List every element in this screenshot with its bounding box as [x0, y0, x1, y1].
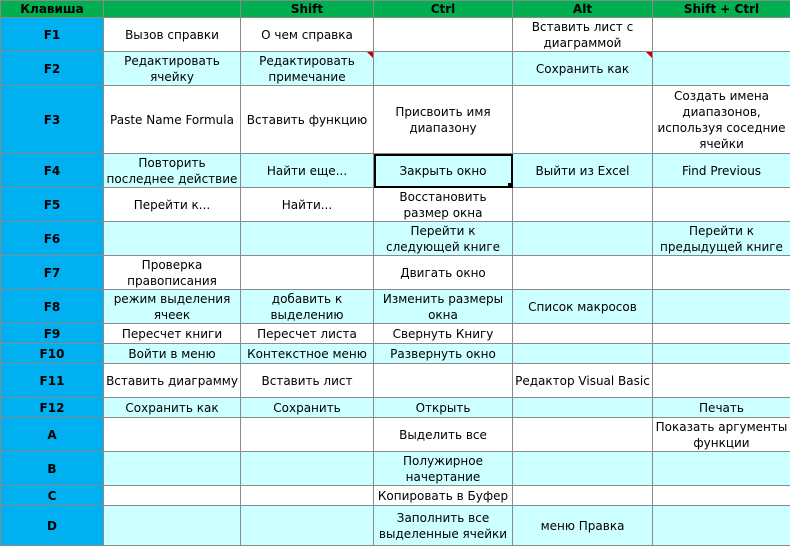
key-cell[interactable]: A	[1, 418, 104, 452]
table-row	[1, 344, 790, 364]
table-row	[1, 364, 790, 398]
cell-ctrl[interactable]: Развернуть окно	[374, 344, 513, 364]
cell-ctrl[interactable]: Выделить все	[374, 418, 513, 452]
cell-plain[interactable]: Перейти к...	[104, 188, 241, 222]
key-cell[interactable]: C	[1, 486, 104, 506]
key-cell[interactable]: F4	[1, 154, 104, 188]
cell-shift[interactable]	[241, 418, 374, 452]
table-row	[1, 290, 790, 324]
cell-plain[interactable]	[104, 418, 241, 452]
cell-plain[interactable]: Повторить последнее действие	[104, 154, 241, 188]
cell-ctrl[interactable]: Свернуть Книгу	[374, 324, 513, 344]
cell-ctrl[interactable]: Заполнить все выделенные ячейки	[374, 506, 513, 546]
cell-ctrl[interactable]: Полужирное начертание	[374, 452, 513, 486]
cell-alt[interactable]: Список макросов	[513, 290, 653, 324]
key-cell[interactable]: F1	[1, 18, 104, 52]
cell-shift-ctrl[interactable]: Find Previous	[653, 154, 790, 188]
table-row	[1, 324, 790, 344]
key-cell[interactable]: F2	[1, 52, 104, 86]
table-row	[1, 18, 790, 52]
cell-shift[interactable]: Контекстное меню	[241, 344, 374, 364]
cell-plain[interactable]: Paste Name Formula	[104, 86, 241, 154]
cell-ctrl[interactable]: Восстановить размер окна	[374, 188, 513, 222]
table-row	[1, 398, 790, 418]
cell-shift-ctrl[interactable]: Показать аргументы функции	[653, 418, 790, 452]
key-cell[interactable]: F9	[1, 324, 104, 344]
header-shift-ctrl[interactable]: Shift + Ctrl	[653, 1, 790, 18]
cell-alt[interactable]	[513, 398, 653, 418]
key-cell[interactable]: D	[1, 506, 104, 546]
cell-shift[interactable]: Сохранить	[241, 398, 374, 418]
cell-plain[interactable]	[104, 222, 241, 256]
cell-alt[interactable]	[513, 256, 653, 290]
cell-shift-ctrl[interactable]	[653, 18, 790, 52]
cell-plain[interactable]: Пересчет книги	[104, 324, 241, 344]
cell-shift-ctrl[interactable]: Перейти к предыдущей книге	[653, 222, 790, 256]
cell-ctrl[interactable]: Открыть	[374, 398, 513, 418]
cell-shift[interactable]: Найти еще...	[241, 154, 374, 188]
cell-alt[interactable]: Вставить лист с диаграммой	[513, 18, 653, 52]
cell-plain[interactable]: Проверка правописания	[104, 256, 241, 290]
table-row	[1, 222, 790, 256]
cell-alt[interactable]	[513, 344, 653, 364]
header-key[interactable]: Клавиша	[1, 1, 104, 18]
cell-shift[interactable]	[241, 452, 374, 486]
cell-shift[interactable]: добавить к выделению	[241, 290, 374, 324]
table-row	[1, 188, 790, 222]
header-ctrl[interactable]: Ctrl	[374, 1, 513, 18]
table-row	[1, 418, 790, 452]
cell-ctrl[interactable]: Присвоить имя диапазону	[374, 86, 513, 154]
table-row	[1, 452, 790, 486]
cell-ctrl[interactable]: Перейти к следующей книге	[374, 222, 513, 256]
cell-shift[interactable]: Найти...	[241, 188, 374, 222]
cell-shift[interactable]	[241, 222, 374, 256]
cell-alt[interactable]: Сохранить как	[513, 52, 653, 86]
key-cell[interactable]: B	[1, 452, 104, 486]
key-cell[interactable]: F11	[1, 364, 104, 398]
cell-ctrl[interactable]	[374, 52, 513, 86]
cell-shift-ctrl[interactable]: Создать имена диапазонов, используя соседние ячейки	[653, 86, 790, 154]
key-cell[interactable]: F3	[1, 86, 104, 154]
cell-shift-ctrl[interactable]	[653, 344, 790, 364]
cell-shift[interactable]: Редактировать примечание	[241, 52, 374, 86]
cell-ctrl[interactable]: Изменить размеры окна	[374, 290, 513, 324]
cell-shift[interactable]: О чем справка	[241, 18, 374, 52]
cell-shift-ctrl[interactable]	[653, 452, 790, 486]
cell-shift-ctrl[interactable]	[653, 256, 790, 290]
cell-plain[interactable]: Вызов справки	[104, 18, 241, 52]
key-cell[interactable]: F12	[1, 398, 104, 418]
comment-indicator-icon	[367, 52, 373, 58]
cell-plain[interactable]: режим выделения ячеек	[104, 290, 241, 324]
cell-alt[interactable]	[513, 452, 653, 486]
cell-alt[interactable]	[513, 324, 653, 344]
comment-indicator-icon	[646, 52, 652, 58]
key-cell[interactable]: F7	[1, 256, 104, 290]
cell-shift-ctrl[interactable]	[653, 52, 790, 86]
header-row	[1, 1, 790, 18]
cell-ctrl[interactable]	[374, 18, 513, 52]
header-plain[interactable]	[104, 1, 241, 18]
header-shift[interactable]: Shift	[241, 1, 374, 18]
key-cell[interactable]: F8	[1, 290, 104, 324]
table-row	[1, 256, 790, 290]
cell-alt[interactable]	[513, 222, 653, 256]
cell-alt[interactable]	[513, 188, 653, 222]
cell-shift-ctrl[interactable]	[653, 290, 790, 324]
table-row	[1, 52, 790, 86]
cell-ctrl[interactable]	[374, 364, 513, 398]
cell-plain[interactable]: Редактировать ячейку	[104, 52, 241, 86]
cell-alt[interactable]: Выйти из Excel	[513, 154, 653, 188]
active-cell[interactable]: Закрыть окно	[374, 154, 513, 188]
cell-shift[interactable]	[241, 256, 374, 290]
table-row	[1, 154, 790, 188]
cell-plain[interactable]: Сохранить как	[104, 398, 241, 418]
cell-alt[interactable]: меню Правка	[513, 506, 653, 546]
key-cell[interactable]: F6	[1, 222, 104, 256]
key-cell[interactable]: F5	[1, 188, 104, 222]
cell-plain[interactable]	[104, 452, 241, 486]
cell-shift[interactable]: Вставить функцию	[241, 86, 374, 154]
cell-shift-ctrl[interactable]	[653, 364, 790, 398]
header-alt[interactable]: Alt	[513, 1, 653, 18]
cell-plain[interactable]: Войти в меню	[104, 344, 241, 364]
cell-alt[interactable]	[513, 418, 653, 452]
cell-shift-ctrl[interactable]: Печать	[653, 398, 790, 418]
cell-alt[interactable]	[513, 486, 653, 506]
cell-shift[interactable]: Вставить лист	[241, 364, 374, 398]
cell-plain[interactable]: Вставить диаграмму	[104, 364, 241, 398]
cell-alt[interactable]: Редактор Visual Basic	[513, 364, 653, 398]
table-row	[1, 86, 790, 154]
cell-ctrl[interactable]: Двигать окно	[374, 256, 513, 290]
cell-ctrl[interactable]: Копировать в Буфер	[374, 486, 513, 506]
cell-shift[interactable]: Пересчет листа	[241, 324, 374, 344]
cell-shift[interactable]	[241, 486, 374, 506]
table-row	[1, 486, 790, 506]
cell-shift-ctrl[interactable]	[653, 486, 790, 506]
cell-plain[interactable]	[104, 486, 241, 506]
cell-shift-ctrl[interactable]	[653, 188, 790, 222]
cell-alt[interactable]	[513, 86, 653, 154]
key-cell[interactable]: F10	[1, 344, 104, 364]
cell-shift-ctrl[interactable]	[653, 324, 790, 344]
